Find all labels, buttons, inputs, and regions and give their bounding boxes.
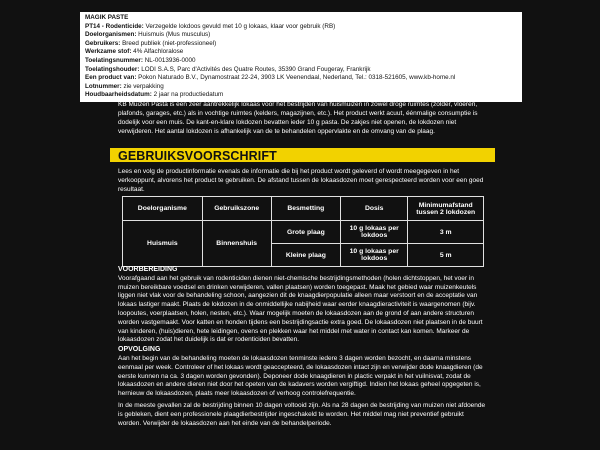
- preparation-section: [118, 266, 488, 428]
- table-cell-distance: 3 m: [408, 221, 484, 244]
- table-header: Dosis: [341, 197, 408, 221]
- table-header-row: [123, 197, 484, 221]
- table-cell-dose: 10 g lokaas per lokdoos: [341, 244, 408, 267]
- table-cell-infestation: Grote plaag: [271, 221, 340, 244]
- table-header: Doelorganisme: [123, 197, 203, 221]
- info-line: Doelorganismen: Huismuis (Mus musculus): [85, 31, 211, 39]
- info-line: Een product van: Pokon Naturado B.V., Dynamostraat 22-24, 3903 LK Veenendaal, Nederland, Tel.: 0318-521605, www.kb-home.nl: [85, 74, 456, 82]
- table-header: Gebruikszone: [202, 197, 271, 221]
- info-line: Toelatingshouder: LODI S.A.S, Parc d'Activités des Quatre Routes, 35390 Grand Fougeray, Frankrijk: [85, 65, 371, 73]
- preparation-heading: VOORBEREIDING: [118, 266, 178, 273]
- dosage-table: [122, 196, 484, 267]
- followup-text: Aan het begin van de behandeling moeten de lokaasdozen tenminste iedere 3 dagen worden bezocht, en daarna minstens eenmaal per week. Controleer of het lokaas wordt geaccepteerd, de lokaasdozen intact zijn en verwijder dode knaagdieren (de eerste kunnen na ca. 3 dagen worden gevonden). Deponeer dode knaagdieren in plactic verpakt in het vuilnisvat, zodat de lokaasdozen en andere dieren niet door het opeten van de kadavers worden vergiftigd. Indien het lokaas geheel opgegeten is, hernieuw de lokaasdozen, plaats meer lokaasdozen of verhoog controlefrequentie.: [118, 354, 483, 398]
- table-cell-organism: Huismuis: [123, 221, 203, 267]
- info-line: PT14 - Rodenticide: Verzegelde lokdoos gevuld met 10 g lokaas, klaar voor gebruik (RB): [85, 22, 336, 30]
- preparation-text: Voorafgaand aan het gebruik van rodenticiden dienen niet-chemische bestrijdingsmethoden (holen dichtstoppen, het voer in muizen bereikbare voedsel en drinken verwijderen, vallen plaatsen) worden toegepast. Maak het gebied waar muizenkeutels liggen niet vlak voor de behandeling schoon, aangezien dit de knaagdierpopulatie alleen maar verstoort en de acceptatie van lokaas lastiger maakt. Plaats de lokdozen in de onmiddellijke nabijheid waar eerder knaagdieractiviteit is waargenomen (bijv. loopoutes, voerplaatsen, holen, nesten, etc.). Waar mogelijk moeten de lokaasdozen aan de grond of aan andere structuren worden vastgemaakt. Voor katten en honden tijdens een bestrijdingsactie extra goed. De lokaasdozen niet plaatsen in de buurt van kinderen, (huis)dieren, hete leidingen, ovens en plekken waar het middel met water in contact kan komen. Markeer de lokaasdozen zodat het duidelijk is dat er rodenticiden bevatten.: [118, 274, 483, 344]
- table-row: [123, 221, 484, 244]
- product-name: MAGIK PASTE: [85, 14, 129, 21]
- intro-paragraph: KB Muizen Pasta is een zeer aantrekkelijk lokaas voor het bestrijden van huismuizen in zowel droge ruimtes (zolder, vloeren, plafonds, garages, etc.) als in vochtige ruimtes (kelders, magazijnen, etc.). Het product werkt acuut, éénmalige consumptie is dodelijk voor een muis. De kant-en-klare lokdozen bevatten ieder 10 g pasta. De zakjes niet openen, de lokdozen niet verwijderen. Het aantal lokdozen is afhankelijk van de te behandelen oppervlakte en de omvang van de plaag.: [118, 101, 478, 135]
- followup-heading: OPVOLGING: [118, 346, 161, 354]
- table-header: Besmetting: [271, 197, 340, 221]
- info-line: Gebruikers: Breed publiek (niet-professioneel): [85, 39, 217, 47]
- info-line: Werkzame stof: 4% Alfachloralose: [85, 48, 184, 56]
- table-cell-dose: 10 g lokaas per lokdoos: [341, 221, 408, 244]
- info-line: Toelatingsnummer: NL-0013936-0000: [85, 56, 196, 64]
- lead-paragraph: Lees en volg de productinformatie evenals de informatie die bij het product wordt geleverd of wordt meegegeven in het verkooppunt, alvorens het product te gebruiken. De afstand tussen de lokaasdozen moet gerespecteerd worden voor een goed resultaat.: [118, 168, 484, 193]
- table-cell-infestation: Kleine plaag: [271, 244, 340, 267]
- table-header: Minimumafstand tussen 2 lokdozen: [408, 197, 484, 221]
- info-line: Lotnummer: zie verpakking: [85, 82, 164, 90]
- product-info-box: [80, 12, 522, 102]
- table-cell-zone: Binnenshuis: [202, 221, 271, 267]
- section-title: GEBRUIKSVOORSCHRIFT: [118, 149, 277, 163]
- info-line: Houdbaarheidsdatum: 2 jaar na productiedatum: [85, 91, 224, 99]
- closing-text: In de meeste gevallen zal de bestrijding binnen 10 dagen voltooid zijn. Als na 28 dagen de bestrijding van muizen niet afdoende is gebleken, dient een professionele plaagdierbestrijder ingeschakeld te worden. Het middel mag niet preventief gebruikt worden. Verwijder de lokaasdozen aan het einde van de behandelperiode.: [118, 401, 486, 427]
- table-cell-distance: 5 m: [408, 244, 484, 267]
